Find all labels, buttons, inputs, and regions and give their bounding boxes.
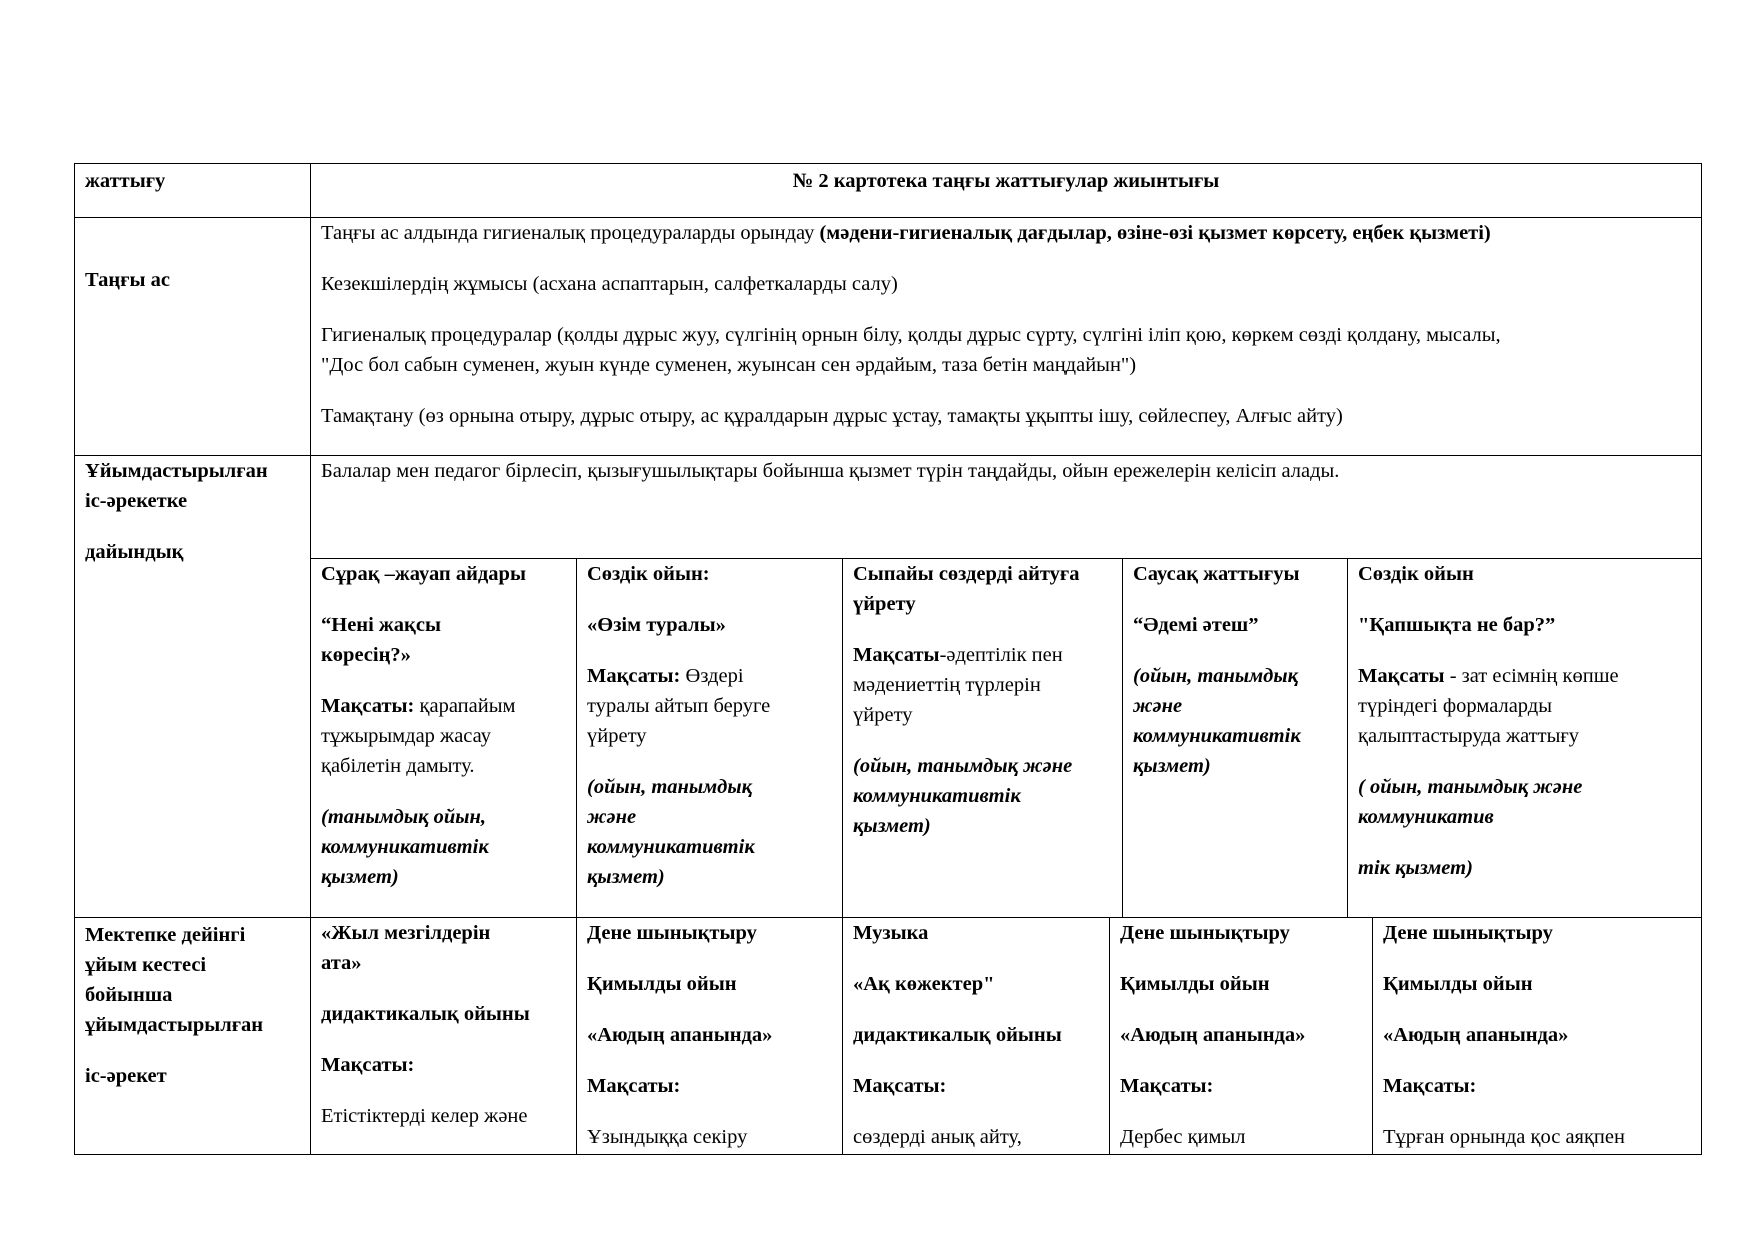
activity-game-name: «Аюдың апанында» [587, 1024, 773, 1046]
activity-game-name: «Аюдың апанында» [1120, 1024, 1306, 1046]
activity-type: (ойын, танымдық және коммуникативтік қызмет) [853, 755, 1073, 837]
breakfast-paragraph: Кезекшілердің жұмысы (асхана аспаптарын, салфеткаларды салу) [321, 273, 898, 295]
activity-game-name: дидактикалық ойыны [853, 1024, 1062, 1046]
row-label: жаттығу [75, 164, 311, 217]
label-line: бойынша [85, 984, 173, 1006]
activity-goal-text: Дербес қимыл [1120, 1126, 1246, 1148]
activity-subtitle: Қимылды ойын [1383, 973, 1533, 995]
organized-activity-column [1110, 918, 1373, 1154]
label-line: дайындық [85, 541, 184, 563]
schedule-table [74, 163, 1702, 1155]
label-line: іс-әрекетке [85, 490, 188, 512]
activity-goal-text: сөздерді анық айту, [853, 1126, 1022, 1148]
breakfast-paragraph [321, 320, 1691, 380]
activity-goal: Мақсаты - зат есімнің көпше түріндегі формаларды қалыптастыруда жаттығу [1358, 665, 1619, 747]
activity-goal: Мақсаты: қарапайым тұжырымдар жасау қабілетін дамыту. [321, 695, 516, 777]
activity-column [577, 559, 843, 917]
activity-title: Дене шынықтыру [1120, 922, 1290, 944]
activity-title: Дене шынықтыру [1383, 922, 1553, 944]
row-morning-exercise [74, 163, 1702, 218]
activity-subtitle: Қимылды ойын [587, 973, 737, 995]
label-line: іс-әрекет [85, 1065, 167, 1087]
activity-title: Сұрақ –жауап айдары [321, 563, 526, 585]
activity-title: Сөздік ойын [1358, 563, 1474, 585]
activity-column [843, 559, 1123, 917]
paragraph-line: "Дос бол сабын суменен, жуын күнде суменен, жуынсан сен әрдайым, таза бетін маңдайын") [321, 354, 1137, 376]
activity-type: тік қызмет) [1358, 857, 1473, 879]
activity-subtitle: Қимылды ойын [1120, 973, 1270, 995]
activity-column [1348, 559, 1701, 917]
activity-title: Саусақ жаттығуы [1133, 563, 1300, 585]
activity-subtitle: «Ақ көжектер" [853, 973, 995, 995]
morning-exercise-title: № 2 картотека таңғы жаттығулар жиынтығы [792, 170, 1220, 192]
activity-goal-text: Тұрған орнында қос аяқпен [1383, 1126, 1625, 1148]
activity-goal-label: Мақсаты: [853, 1075, 947, 1097]
label-line: Ұйымдастырылған [85, 460, 268, 482]
organized-activity-columns [311, 918, 1701, 1154]
activity-title: Сыпайы сөздерді айтуға үйрету [853, 563, 1080, 615]
activity-type: (ойын, танымдық және коммуникативтік қызмет) [587, 776, 755, 888]
activity-columns [311, 559, 1701, 917]
activity-title: «Жыл мезгілдерін ата» [321, 922, 491, 974]
row-label [75, 456, 311, 917]
preparation-content [311, 456, 1701, 917]
activity-subtitle: “Нені жақсы көресің?» [321, 614, 441, 666]
activity-subtitle: “Әдемі әтеш” [1133, 614, 1259, 636]
activity-game-name: «Аюдың апанында» [1383, 1024, 1569, 1046]
activity-type: ( ойын, танымдық және коммуникатив [1358, 776, 1583, 828]
label-line: ұйымдастырылған [85, 1014, 264, 1036]
row-preparation [74, 456, 1702, 918]
breakfast-paragraph: Тамақтану (өз орнына отыру, дұрыс отыру, ас құралдарын дұрыс ұстау, тамақты ұқыпты ішу, сөйлеспеу, Алғыс айту) [321, 405, 1343, 427]
activity-goal: Мақсаты: Өздері туралы айтып беруге үйрету [587, 665, 771, 747]
activity-subtitle: дидактикалық ойыны [321, 1003, 530, 1025]
row-label: Таңғы ас [75, 218, 311, 455]
organized-activity-column [843, 918, 1110, 1154]
paragraph-bold-text: (мәдени-гигиеналық дағдылар, өзіне-өзі қызмет көрсету, еңбек қызметі) [819, 222, 1491, 244]
activity-title: Сөздік ойын: [587, 563, 710, 585]
organized-activity-column [1373, 918, 1701, 1154]
activity-goal-label: Мақсаты: [1383, 1075, 1477, 1097]
activity-column [311, 559, 577, 917]
row-organized-activity [74, 918, 1702, 1155]
row-label [75, 918, 311, 1154]
activity-goal-label: Мақсаты: [321, 1054, 415, 1076]
activity-goal-label: Мақсаты: [1120, 1075, 1214, 1097]
preparation-intro: Балалар мен педагог бірлесіп, қызығушылықтары бойынша қызмет түрін таңдайды, ойын ережелерін келісіп алады. [311, 456, 1701, 559]
breakfast-paragraph [321, 218, 1691, 248]
breakfast-content [311, 218, 1701, 455]
activity-subtitle: «Өзім туралы» [587, 614, 726, 636]
row-breakfast [74, 218, 1702, 456]
activity-subtitle: "Қапшықта не бар?” [1358, 614, 1556, 636]
label-line: ұйым кестесі [85, 954, 207, 976]
activity-goal-text: Етістіктерді келер және [321, 1105, 528, 1127]
activity-column [1123, 559, 1348, 917]
label-line: Мектепке дейінгі [85, 924, 246, 946]
paragraph-text: Таңғы ас алдында гигиеналық процедураларды орындау [321, 222, 820, 244]
activity-title: Дене шынықтыру [587, 922, 757, 944]
activity-goal-label: Мақсаты: [587, 1075, 681, 1097]
paragraph-line: Гигиеналық процедуралар (қолды дұрыс жуу, сүлгінің орнын білу, қолды дұрыс сүрту, сүлгіні іліп қою, көркем сөзді қолдану, мысалы, [321, 324, 1501, 346]
activity-goal-text: Ұзындыққа секіру [587, 1126, 748, 1148]
activity-type: (танымдық ойын, коммуникативтік қызмет) [321, 806, 489, 888]
activity-type: (ойын, танымдық және коммуникативтік қызмет) [1133, 665, 1301, 777]
activity-title: Музыка [853, 922, 929, 944]
organized-activity-column [311, 918, 577, 1154]
organized-activity-column [577, 918, 843, 1154]
activity-goal: Мақсаты-әдептілік пен мәдениеттің түрлерін үйрету [853, 644, 1063, 726]
